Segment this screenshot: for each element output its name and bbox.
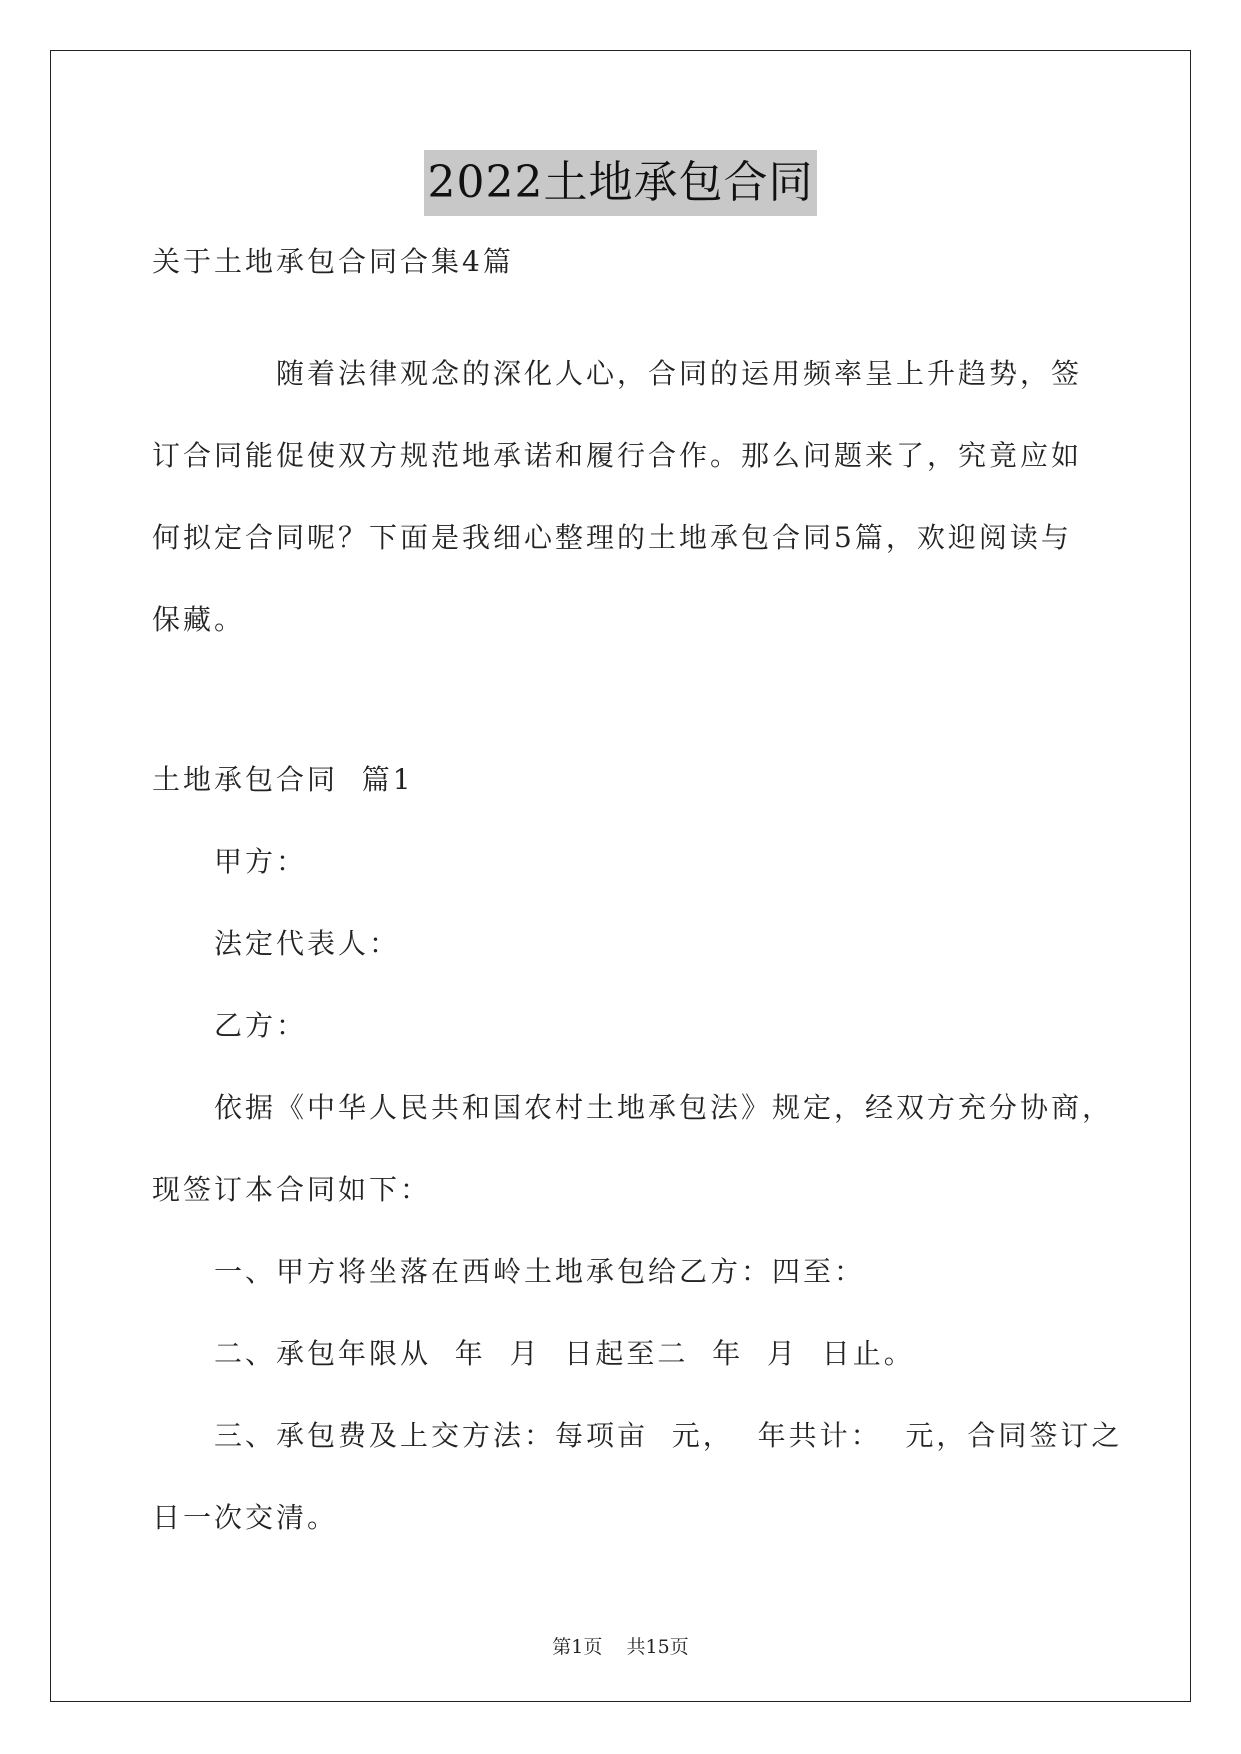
title-container [0, 150, 1241, 216]
intro-line: 保藏。 [152, 603, 246, 636]
party-b-label: 乙方： [214, 1009, 308, 1042]
document-subtitle: 关于土地承包合同合集4篇 [152, 245, 514, 278]
clause-3-line: 日一次交清。 [152, 1501, 339, 1534]
section-heading: 土地承包合同 篇1 [152, 763, 414, 796]
clause-1: 一、甲方将坐落在西岭土地承包给乙方：四至： [214, 1255, 866, 1288]
intro-line: 随着法律观念的深化人心，合同的运用频率呈上升趋势，签 [276, 357, 1083, 390]
legal-representative-label: 法定代表人： [214, 927, 401, 960]
party-a-label: 甲方： [214, 845, 308, 878]
clause-2: 二、承包年限从 年 月 日起至二 年 月 日止。 [214, 1337, 915, 1370]
clause-3-line: 三、承包费及上交方法：每项亩 元， 年共计： 元，合同签订之 [214, 1419, 1123, 1452]
document-title: 2022土地承包合同 [424, 150, 818, 216]
intro-line: 订合同能促使双方规范地承诺和履行合作。那么问题来了，究竟应如 [152, 439, 1083, 472]
basis-line: 现签订本合同如下： [152, 1173, 432, 1206]
page-indicator: 第1页 共15页 [552, 1636, 689, 1658]
intro-line: 何拟定合同呢？下面是我细心整理的土地承包合同5篇，欢迎阅读与 [152, 521, 1072, 554]
basis-line: 依据《中华人民共和国农村土地承包法》规定，经双方充分协商， [214, 1091, 1114, 1124]
